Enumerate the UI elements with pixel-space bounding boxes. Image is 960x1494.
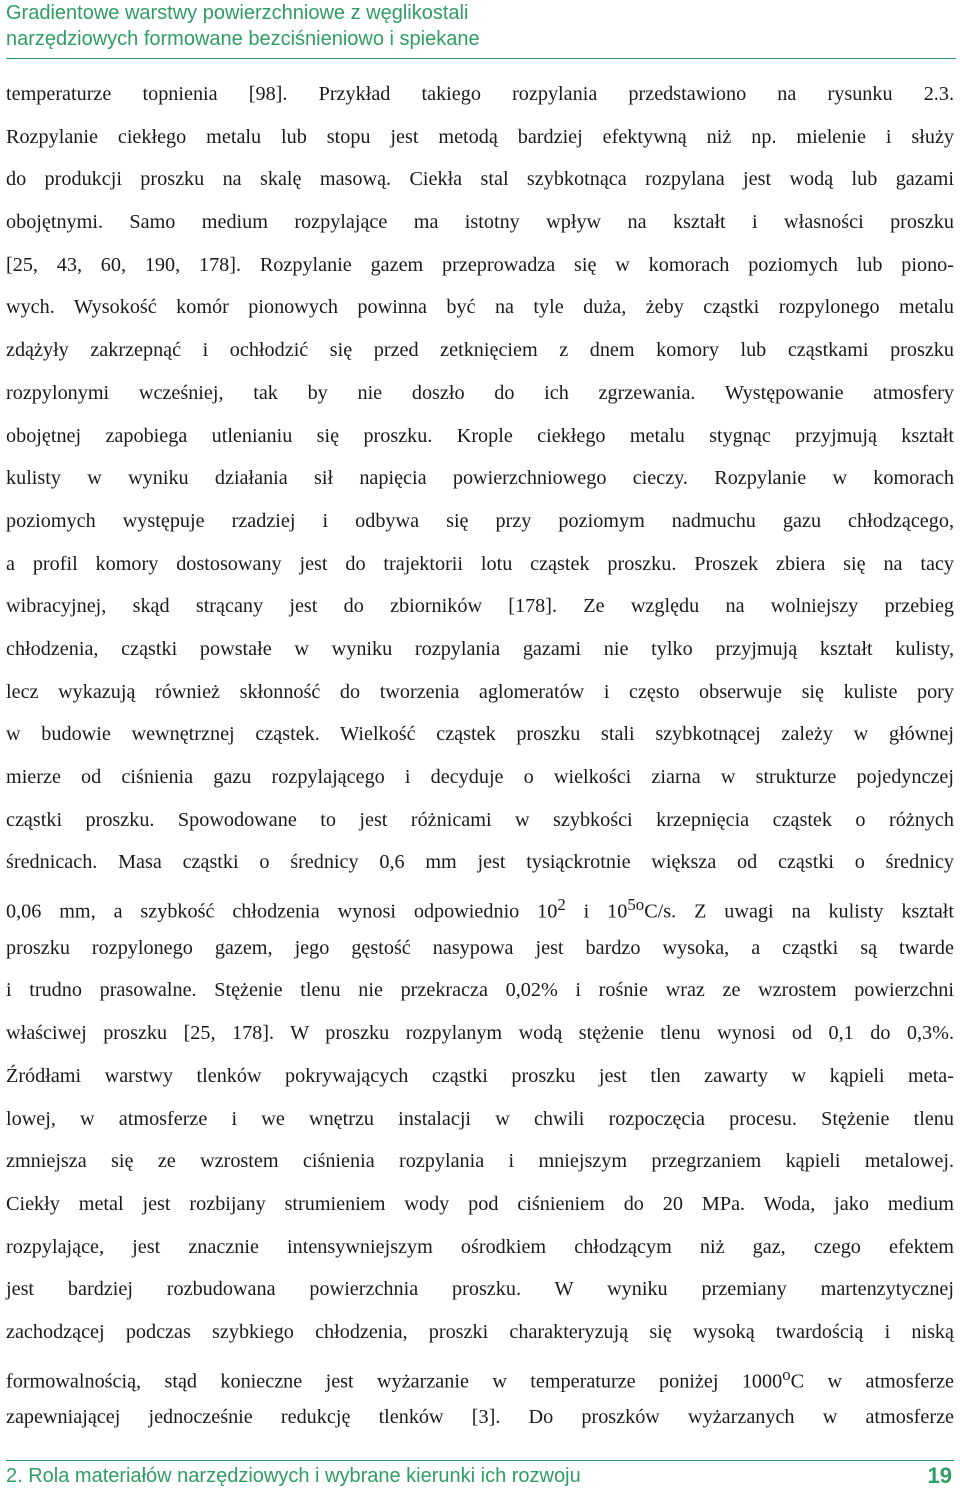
text-line: lowej, w atmosferze i we wnętrzu instalacji w chwili rozpoczęcia procesu. Stężenie tlenu (6, 1107, 954, 1130)
running-header (6, 0, 956, 59)
header-title-line-1: Gradientowe warstwy powierzchniowe z węglikostali (6, 2, 469, 24)
text-line: w budowie wewnętrznej cząstek. Wielkość cząstek proszku stali szybkotnącej zależy w głównej (6, 723, 954, 746)
text-line: proszku rozpylonego gazem, jego gęstość nasypowa jest bardzo wysoka, a cząstki są twarde (6, 936, 954, 959)
text-line: poziomych występuje rzadziej i odbywa się przy poziomym nadmuchu gazu chłodzącego, (6, 509, 954, 532)
superscript: 2 (557, 895, 566, 915)
text-line-with-superscripts (6, 1354, 954, 1397)
text-line: chłodzenia, cząstki powstałe w wyniku rozpylania gazami nie tylko przyjmują kształt kulisty, (6, 637, 954, 660)
text-line: kulisty w wyniku działania sił napięcia powierzchniowego cieczy. Rozpylanie w komorach (6, 467, 954, 490)
footer-chapter-title: 2. Rola materiałów narzędziowych i wybrane kierunki ich rozwoju (6, 1465, 581, 1487)
text-segment: C w atmosferze (790, 1370, 955, 1393)
text-line: Ciekły metal jest rozbijany strumieniem wody pod ciśnieniem do 20 MPa. Woda, jako medium (6, 1192, 954, 1215)
text-line: Źródłami warstwy tlenków pokrywających cząstki proszku jest tlen zawarty w kąpieli meta- (6, 1064, 954, 1087)
text-segment: C/s. Z uwagi na kulisty kształt (644, 900, 955, 923)
text-line: cząstki proszku. Spowodowane to jest różnicami w szybkości krzepnięcia cząstek o różnych (6, 808, 954, 831)
text-line: [25, 43, 60, 190, 178]. Rozpylanie gazem przeprowadza się w komorach poziomych lub piono- (6, 253, 954, 276)
text-line: obojętnymi. Samo medium rozpylające ma istotny wpływ na kształt i własności proszku (6, 211, 954, 234)
text-line: a profil komory dostosowany jest do trajektorii lotu cząstek proszku. Proszek zbiera się na tacy (6, 552, 954, 575)
text-line: lecz wykazują również skłonność do tworzenia aglomeratów i często obserwuje się kuliste pory (6, 680, 954, 703)
text-line: zdążyły zakrzepnąć i ochłodzić się przed zetknięciem z dnem komory lub cząstkami proszku (6, 339, 954, 362)
text-line: średnicach. Masa cząstki o średnicy 0,6 mm jest tysiąckrotnie większa od cząstki o średnicy (6, 851, 954, 874)
page-number: 19 (927, 1463, 952, 1488)
text-line: zapewniającej jednocześnie redukcję tlenków [3]. Do proszków wyżarzanych w atmosferze (6, 1406, 954, 1429)
text-segment: formowalnością, stąd konieczne jest wyżarzanie w temperaturze poniżej 1000 (6, 1370, 783, 1393)
text-line: temperaturze topnienia [98]. Przykład takiego rozpylania przedstawiono na rysunku 2.3. (6, 83, 954, 105)
text-line: jest bardziej rozbudowana powierzchnia proszku. W wyniku przemiany martenzytycznej (6, 1278, 954, 1301)
text-line: mierze od ciśnienia gazu rozpylającego i decyduje o wielkości ziarna w strukturze pojedynczej (6, 766, 954, 788)
text-line: Rozpylanie ciekłego metalu lub stopu jest metodą bardziej efektywną niż np. mielenie i służy (6, 125, 954, 148)
text-line: rozpylonymi wcześniej, tak by nie doszło do ich zgrzewania. Występowanie atmosfery (6, 381, 954, 404)
text-line: zmniejsza się ze wzrostem ciśnienia rozpylania i mniejszym przegrzaniem kąpieli metalowej. (6, 1150, 954, 1173)
text-segment: 0,06 mm, a szybkość chłodzenia wynosi odpowiednio 10 (6, 900, 558, 923)
text-line: wibracyjnej, skąd strącany jest do zbiorników [178]. Ze względu na wolniejszy przebieg (6, 595, 954, 618)
text-line: rozpylające, jest znacznie intensywniejszym ośrodkiem chłodzącym niż gaz, czego efektem (6, 1235, 954, 1258)
page-footer (6, 1460, 954, 1494)
superscript: 5o (627, 895, 645, 915)
text-line: właściwej proszku [25, 178]. W proszku rozpylanym wodą stężenie tlenu wynosi od 0,1 do 0,3%. (6, 1022, 954, 1045)
text-line-with-superscripts (6, 884, 954, 927)
superscript: o (782, 1364, 791, 1384)
text-line: wych. Wysokość komór pionowych powinna być na tyle duża, żeby cząstki rozpylonego metalu (6, 296, 954, 319)
text-line: do produkcji proszku na skalę masową. Ciekła stal szybkotnąca rozpylana jest wodą lub gazami (6, 168, 954, 191)
text-line: i trudno prasowalne. Stężenie tlenu nie przekracza 0,02% i rośnie wraz ze wzrostem powierzchni (6, 979, 954, 1002)
text-line: zachodzącej podczas szybkiego chłodzenia, proszki charakteryzują się wysoką twardością i niską (6, 1320, 954, 1343)
text-segment: i 10 (565, 900, 628, 923)
header-title-line-2: narzędziowych formowane bezciśnieniowo i spiekane (6, 28, 480, 50)
body-text (6, 73, 954, 1439)
text-line: obojętnej zapobiega utlenianiu się proszku. Krople ciekłego metalu stygnąc przyjmują kształt (6, 424, 954, 447)
